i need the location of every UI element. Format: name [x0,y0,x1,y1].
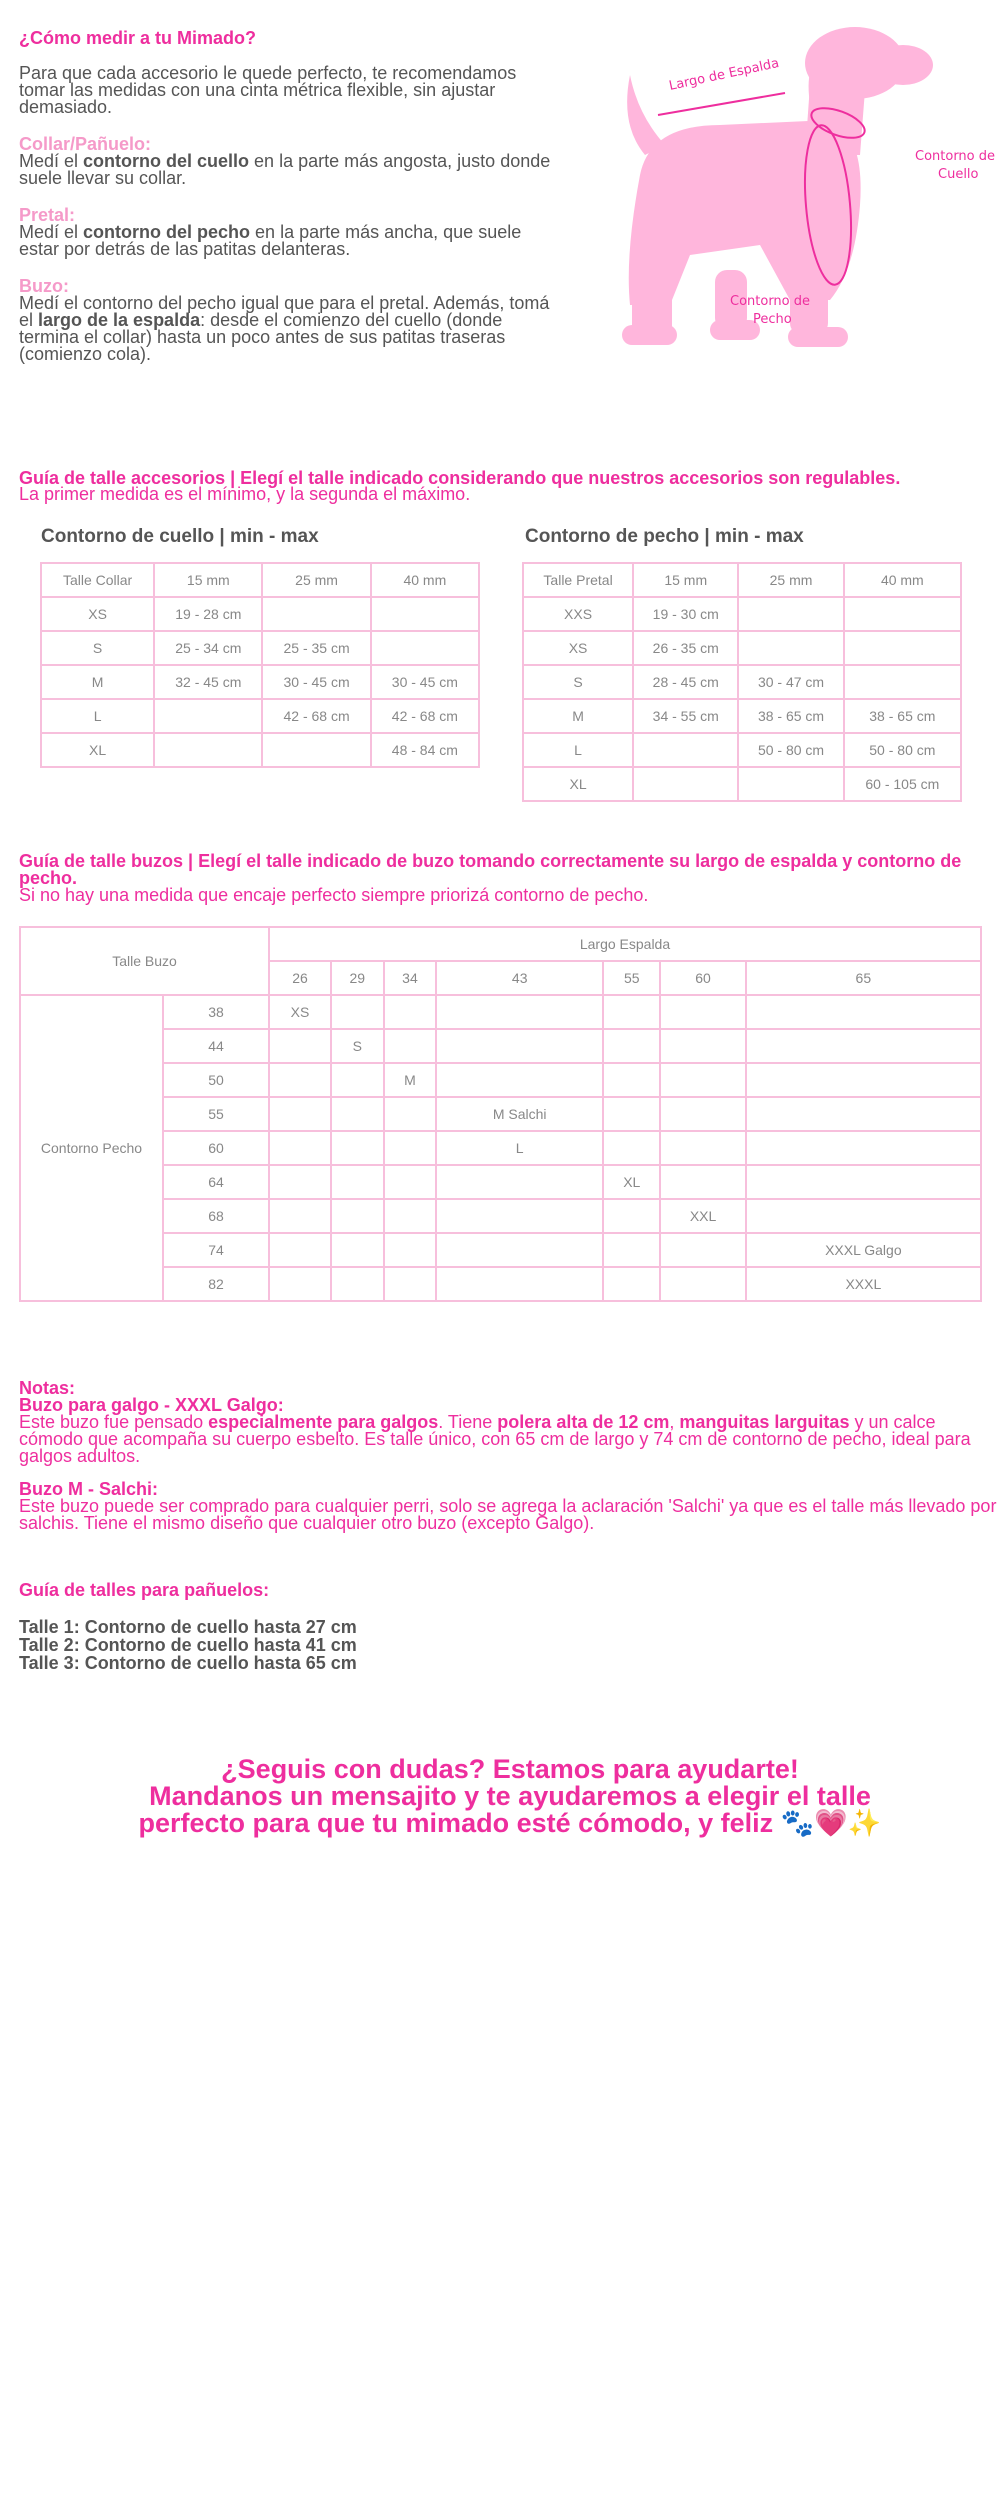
table-cell: 34 - 55 cm [633,699,738,733]
table-cell [660,995,745,1029]
table-cell: 30 - 45 cm [371,665,479,699]
table-header-cell: 15 mm [633,563,738,597]
table-header-cell: Talle Pretal [523,563,633,597]
table-cell [746,1165,981,1199]
table-cell [331,1267,384,1301]
pretal-size-table [522,562,962,802]
table-cell [154,733,262,767]
table-cell [269,1063,331,1097]
buzo-guide-header [19,853,989,904]
table-cell [154,699,262,733]
table-cell [746,1131,981,1165]
table-cell [262,597,370,631]
table-row [41,665,479,699]
label-chest-2: Pecho [753,312,792,327]
table-cell [331,1131,384,1165]
table-cell: XXL [660,1199,745,1233]
table-cell [738,767,843,801]
panuelos-title: Guía de talles para pañuelos: [19,1580,270,1600]
table-row [523,665,961,699]
table-cell [738,597,843,631]
table-row [523,597,961,631]
table-cell [660,1165,745,1199]
table-cell [746,1097,981,1131]
table-cell: XL [523,767,633,801]
table-cell [660,1063,745,1097]
back-length-group-cell: Largo Espalda [269,927,981,961]
table-row [523,733,961,767]
buzo-title: Buzo: [19,276,69,296]
notes-heading: Notas: [19,1378,76,1398]
back-length-cell: 43 [436,961,603,995]
chest-value-cell: 74 [163,1233,269,1267]
panuelo-size-2: Talle 2: Contorno de cuello hasta 41 cm [19,1635,357,1655]
table-cell [331,1233,384,1267]
table-cell [269,1029,331,1063]
accessories-guide-subtitle: La primer medida es el mínimo, y la segunda el máximo. [19,484,471,504]
collar-table-title: Contorno de cuello | min - max [41,526,319,547]
table-cell: M Salchi [436,1097,603,1131]
table-row [20,1267,981,1301]
buzo-header-row [20,927,981,961]
table-cell [603,1199,660,1233]
table-cell [660,1029,745,1063]
back-length-cell: 55 [603,961,660,995]
table-cell [660,1131,745,1165]
table-cell: 25 - 34 cm [154,631,262,665]
cta-section [100,1756,920,1837]
table-row [20,995,981,1029]
table-cell: 19 - 28 cm [154,597,262,631]
back-length-cell: 26 [269,961,331,995]
table-cell: 38 - 65 cm [738,699,843,733]
table-cell [436,1267,603,1301]
chest-value-cell: 60 [163,1131,269,1165]
table-cell: M [523,699,633,733]
table-cell [746,1063,981,1097]
table-cell: XL [41,733,154,767]
table-row [20,1165,981,1199]
chest-value-cell: 44 [163,1029,269,1063]
accessories-guide-title: Guía de talle accesorios | Elegí el talle indicado considerando que nuestros accesorios son regulables. [19,468,901,488]
table-row [20,1097,981,1131]
pretal-title: Pretal: [19,205,76,225]
table-row [20,1233,981,1267]
table-cell: 28 - 45 cm [633,665,738,699]
table-cell: M [41,665,154,699]
table-cell [269,1233,331,1267]
table-cell [603,1029,660,1063]
table-row [41,699,479,733]
pretal-text: Medí el contorno del pecho en la parte más ancha, que suele estar por detrás de las patitas delanteras. [19,222,522,259]
table-cell: 38 - 65 cm [844,699,961,733]
cta-line-3: perfecto para que tu mimado esté cómodo, y feliz 🐾💗✨ [138,1808,882,1838]
table-cell [844,631,961,665]
table-cell: S [331,1029,384,1063]
table-cell [384,1165,437,1199]
table-cell: XXXL Galgo [746,1233,981,1267]
back-length-cell: 65 [746,961,981,995]
intro-section [19,30,564,363]
table-row [20,1131,981,1165]
table-cell: L [41,699,154,733]
table-cell [436,995,603,1029]
table-cell [746,995,981,1029]
notes-section [19,1380,1000,1532]
collar-title: Collar/Pañuelo: [19,134,152,154]
table-cell: 19 - 30 cm [633,597,738,631]
table-cell [603,1063,660,1097]
chest-value-cell: 64 [163,1165,269,1199]
table-cell [436,1199,603,1233]
table-cell: 30 - 47 cm [738,665,843,699]
table-cell [603,1267,660,1301]
cta-line-1: ¿Seguis con dudas? Estamos para ayudarte! [221,1754,799,1784]
table-row [523,631,961,665]
chest-value-cell: 82 [163,1267,269,1301]
table-cell: L [523,733,633,767]
table-row [523,767,961,801]
chest-value-cell: 55 [163,1097,269,1131]
table-cell [844,665,961,699]
galgo-text: Este buzo fue pensado especialmente para galgos. Tiene polera alta de 12 cm, manguitas larguitas y un calce cómodo que acompaña su cuerpo esbelto. Es talle único, con 65 cm de largo y 74 cm de contorno de pecho, ideal para galgos adultos. [19,1412,971,1466]
table-header-row [523,563,961,597]
chest-group-cell: Contorno Pecho [20,995,163,1301]
table-cell [436,1233,603,1267]
table-cell: S [41,631,154,665]
table-row [523,699,961,733]
table-cell: XL [603,1165,660,1199]
table-cell [331,1063,384,1097]
table-header-cell: 40 mm [371,563,479,597]
table-cell [603,1131,660,1165]
table-cell: XXS [523,597,633,631]
table-cell: 32 - 45 cm [154,665,262,699]
table-cell: 48 - 84 cm [371,733,479,767]
table-header-cell: 25 mm [262,563,370,597]
table-cell [331,1097,384,1131]
table-cell [436,1063,603,1097]
label-neck-1: Contorno de [915,149,996,164]
table-header-row [41,563,479,597]
buzo-text: Medí el contorno del pecho igual que para el pretal. Además, tomá el largo de la espalda: desde el comienzo del cuello (donde termina el collar) hasta un poco antes de sus patitas traseras (comienzo cola). [19,293,550,364]
table-cell: M [384,1063,437,1097]
table-cell: XS [269,995,331,1029]
panuelos-list [19,1618,357,1672]
table-cell: 60 - 105 cm [844,767,961,801]
buzo-guide-title: Guía de talle buzos | Elegí el talle indicado de buzo tomando correctamente su largo de espalda y contorno de pecho. [19,851,962,888]
table-cell [384,1029,437,1063]
table-cell [603,1097,660,1131]
dog-back-paw [622,325,677,345]
table-cell [746,1199,981,1233]
table-row [41,631,479,665]
back-length-line [658,93,785,115]
table-cell: 26 - 35 cm [633,631,738,665]
intro-heading: ¿Cómo medir a tu Mimado? [19,28,257,48]
table-cell: XXXL [746,1267,981,1301]
table-row [41,733,479,767]
table-cell [738,631,843,665]
table-cell [331,995,384,1029]
table-cell [384,995,437,1029]
table-cell [371,631,479,665]
table-row [41,597,479,631]
table-row [20,1199,981,1233]
table-header-cell: 15 mm [154,563,262,597]
table-cell [746,1029,981,1063]
table-cell [269,1267,331,1301]
table-cell [603,995,660,1029]
salchi-text: Este buzo puede ser comprado para cualquier perri, solo se agrega la aclaración 'Salchi' ya que es el talle más llevado por salchis. Tiene el mismo diseño que cualquier otro buzo (excepto Galgo). [19,1496,997,1533]
label-chest-1: Contorno de [730,294,811,309]
table-cell: 42 - 68 cm [371,699,479,733]
table-cell [436,1029,603,1063]
chest-value-cell: 68 [163,1199,269,1233]
table-cell [384,1131,437,1165]
intro-paragraph: Para que cada accesorio le quede perfecto, te recomendamos tomar las medidas con una cinta métrica flexible, sin ajustar demasiado. [19,63,517,117]
panuelo-size-3: Talle 3: Contorno de cuello hasta 65 cm [19,1653,357,1673]
table-cell [269,1165,331,1199]
table-cell: S [523,665,633,699]
table-cell [371,597,479,631]
table-cell [384,1233,437,1267]
table-cell [844,597,961,631]
chest-value-cell: 38 [163,995,269,1029]
pretal-table-title: Contorno de pecho | min - max [525,526,804,547]
buzo-guide-subtitle: Si no hay una medida que encaje perfecto siempre priorizá contorno de pecho. [19,885,649,905]
table-cell [384,1267,437,1301]
table-cell: 25 - 35 cm [262,631,370,665]
back-length-cell: 29 [331,961,384,995]
back-length-cell: 60 [660,961,745,995]
table-cell: L [436,1131,603,1165]
table-header-cell: 25 mm [738,563,843,597]
table-cell [436,1165,603,1199]
table-cell: 50 - 80 cm [844,733,961,767]
table-header-cell: 40 mm [844,563,961,597]
table-cell [331,1199,384,1233]
back-length-cell: 34 [384,961,437,995]
table-cell [269,1097,331,1131]
table-cell [660,1233,745,1267]
panuelo-size-1: Talle 1: Contorno de cuello hasta 27 cm [19,1617,357,1637]
collar-size-table [40,562,480,768]
table-cell [660,1097,745,1131]
galgo-title: Buzo para galgo - XXXL Galgo: [19,1395,284,1415]
table-row [20,1029,981,1063]
table-cell [603,1233,660,1267]
buzo-corner-cell: Talle Buzo [20,927,269,995]
table-cell [269,1199,331,1233]
table-cell [660,1267,745,1301]
chest-value-cell: 50 [163,1063,269,1097]
table-cell: XS [41,597,154,631]
label-neck-2: Cuello [938,167,979,182]
table-cell [331,1165,384,1199]
table-cell [269,1131,331,1165]
label-back-length: Largo de Espalda [667,55,781,94]
collar-text: Medí el contorno del cuello en la parte más angosta, justo donde suele llevar su collar. [19,151,551,188]
dog-snout [873,45,933,85]
buzo-size-table [19,926,982,1302]
table-cell: 42 - 68 cm [262,699,370,733]
table-cell: 30 - 45 cm [262,665,370,699]
table-row [20,1063,981,1097]
table-cell [262,733,370,767]
salchi-title: Buzo M - Salchi: [19,1479,158,1499]
table-cell [384,1097,437,1131]
table-cell: XS [523,631,633,665]
cta-line-2: Mandanos un mensajito y te ayudaremos a elegir el talle [149,1781,871,1811]
dog-measure-illustration [610,15,1000,365]
table-cell [633,733,738,767]
table-cell [384,1199,437,1233]
dog-front-paw [788,327,848,347]
accessories-guide-header [19,470,989,502]
table-header-cell: Talle Collar [41,563,154,597]
table-cell: 50 - 80 cm [738,733,843,767]
table-cell [633,767,738,801]
